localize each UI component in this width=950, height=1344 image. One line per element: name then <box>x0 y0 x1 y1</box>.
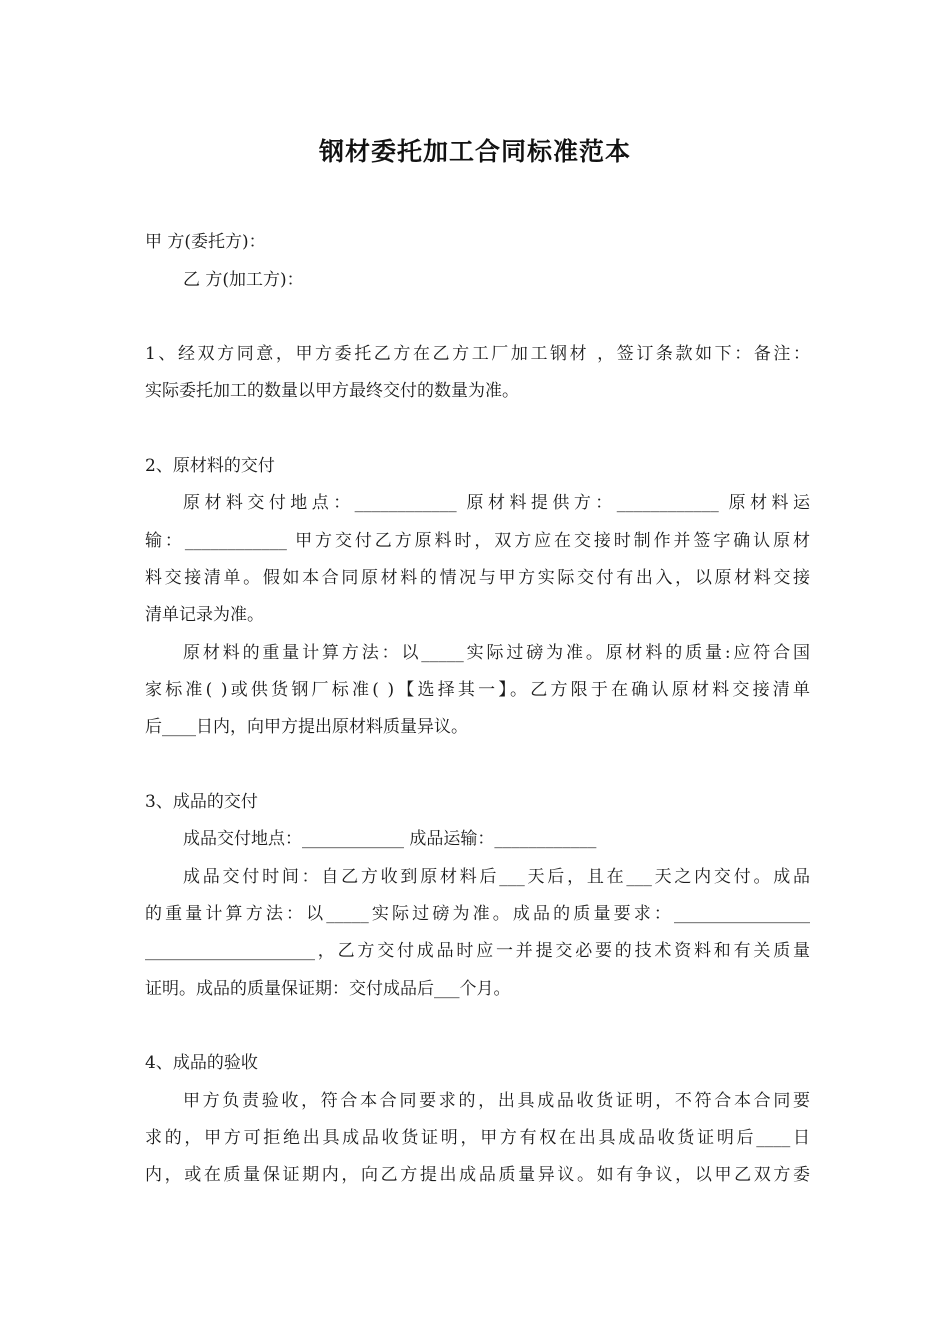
clause-2-line: 输：____________ 甲方交付乙方原料时，双方应在交接时制作并签字确认原材 <box>145 531 810 551</box>
clause-4-line: 甲方负责验收，符合本合同要求的，出具成品收货证明，不符合本合同要 <box>183 1091 810 1111</box>
clause-3-line: ____________________，乙方交付成品时应一并提交必要的技术资料和有关质量 <box>145 941 810 961</box>
party-a-label: 甲 方(委托方)： <box>145 232 266 252</box>
clause-2-line: 家标准( )或供货钢厂标准( )【选择其一】。乙方限于在确认原材料交接清单 <box>145 680 810 700</box>
clause-3-line: 成品交付地点：____________ 成品运输：____________ <box>183 829 597 849</box>
clause-3-line: 成品交付时间：自乙方收到原材料后___天后，且在___天之内交付。成品 <box>183 867 810 887</box>
clause-3-line: 证明。成品的质量保证期：交付成品后___个月。 <box>145 979 511 999</box>
clause-4-line: 内，或在质量保证期内，向乙方提出成品质量异议。如有争议，以甲乙双方委 <box>145 1165 810 1185</box>
clause-1-line: 1、经双方同意，甲方委托乙方在乙方工厂加工钢材 ，签订条款如下：备注： <box>145 344 810 364</box>
party-b-label: 乙 方(加工方)： <box>183 270 304 290</box>
clause-2-line: 原材料的重量计算方法：以_____实际过磅为准。原材料的质量:应符合国 <box>183 643 810 663</box>
clause-2-line: 原材料交付地点：____________ 原材料提供方：____________ 原材料运 <box>183 493 810 513</box>
clause-2-heading: 2、原材料的交付 <box>145 456 275 476</box>
clause-1-line: 实际委托加工的数量以甲方最终交付的数量为准。 <box>145 381 519 401</box>
clause-2-line: 后____日内，向甲方提出原材料质量异议。 <box>145 717 468 737</box>
clause-2-line: 料交接清单。假如本合同原材料的情况与甲方实际交付有出入，以原材料交接 <box>145 568 810 588</box>
clause-3-line: 的重量计算方法：以_____实际过磅为准。成品的质量要求：________________ <box>145 904 810 924</box>
clause-4-heading: 4、成品的验收 <box>145 1053 258 1073</box>
document-title: 钢材委托加工合同标准范本 <box>318 137 631 166</box>
clause-3-heading: 3、成品的交付 <box>145 792 258 812</box>
clause-2-line: 清单记录为准。 <box>145 605 264 625</box>
clause-4-line: 求的，甲方可拒绝出具成品收货证明，甲方有权在出具成品收货证明后____日 <box>145 1128 810 1148</box>
